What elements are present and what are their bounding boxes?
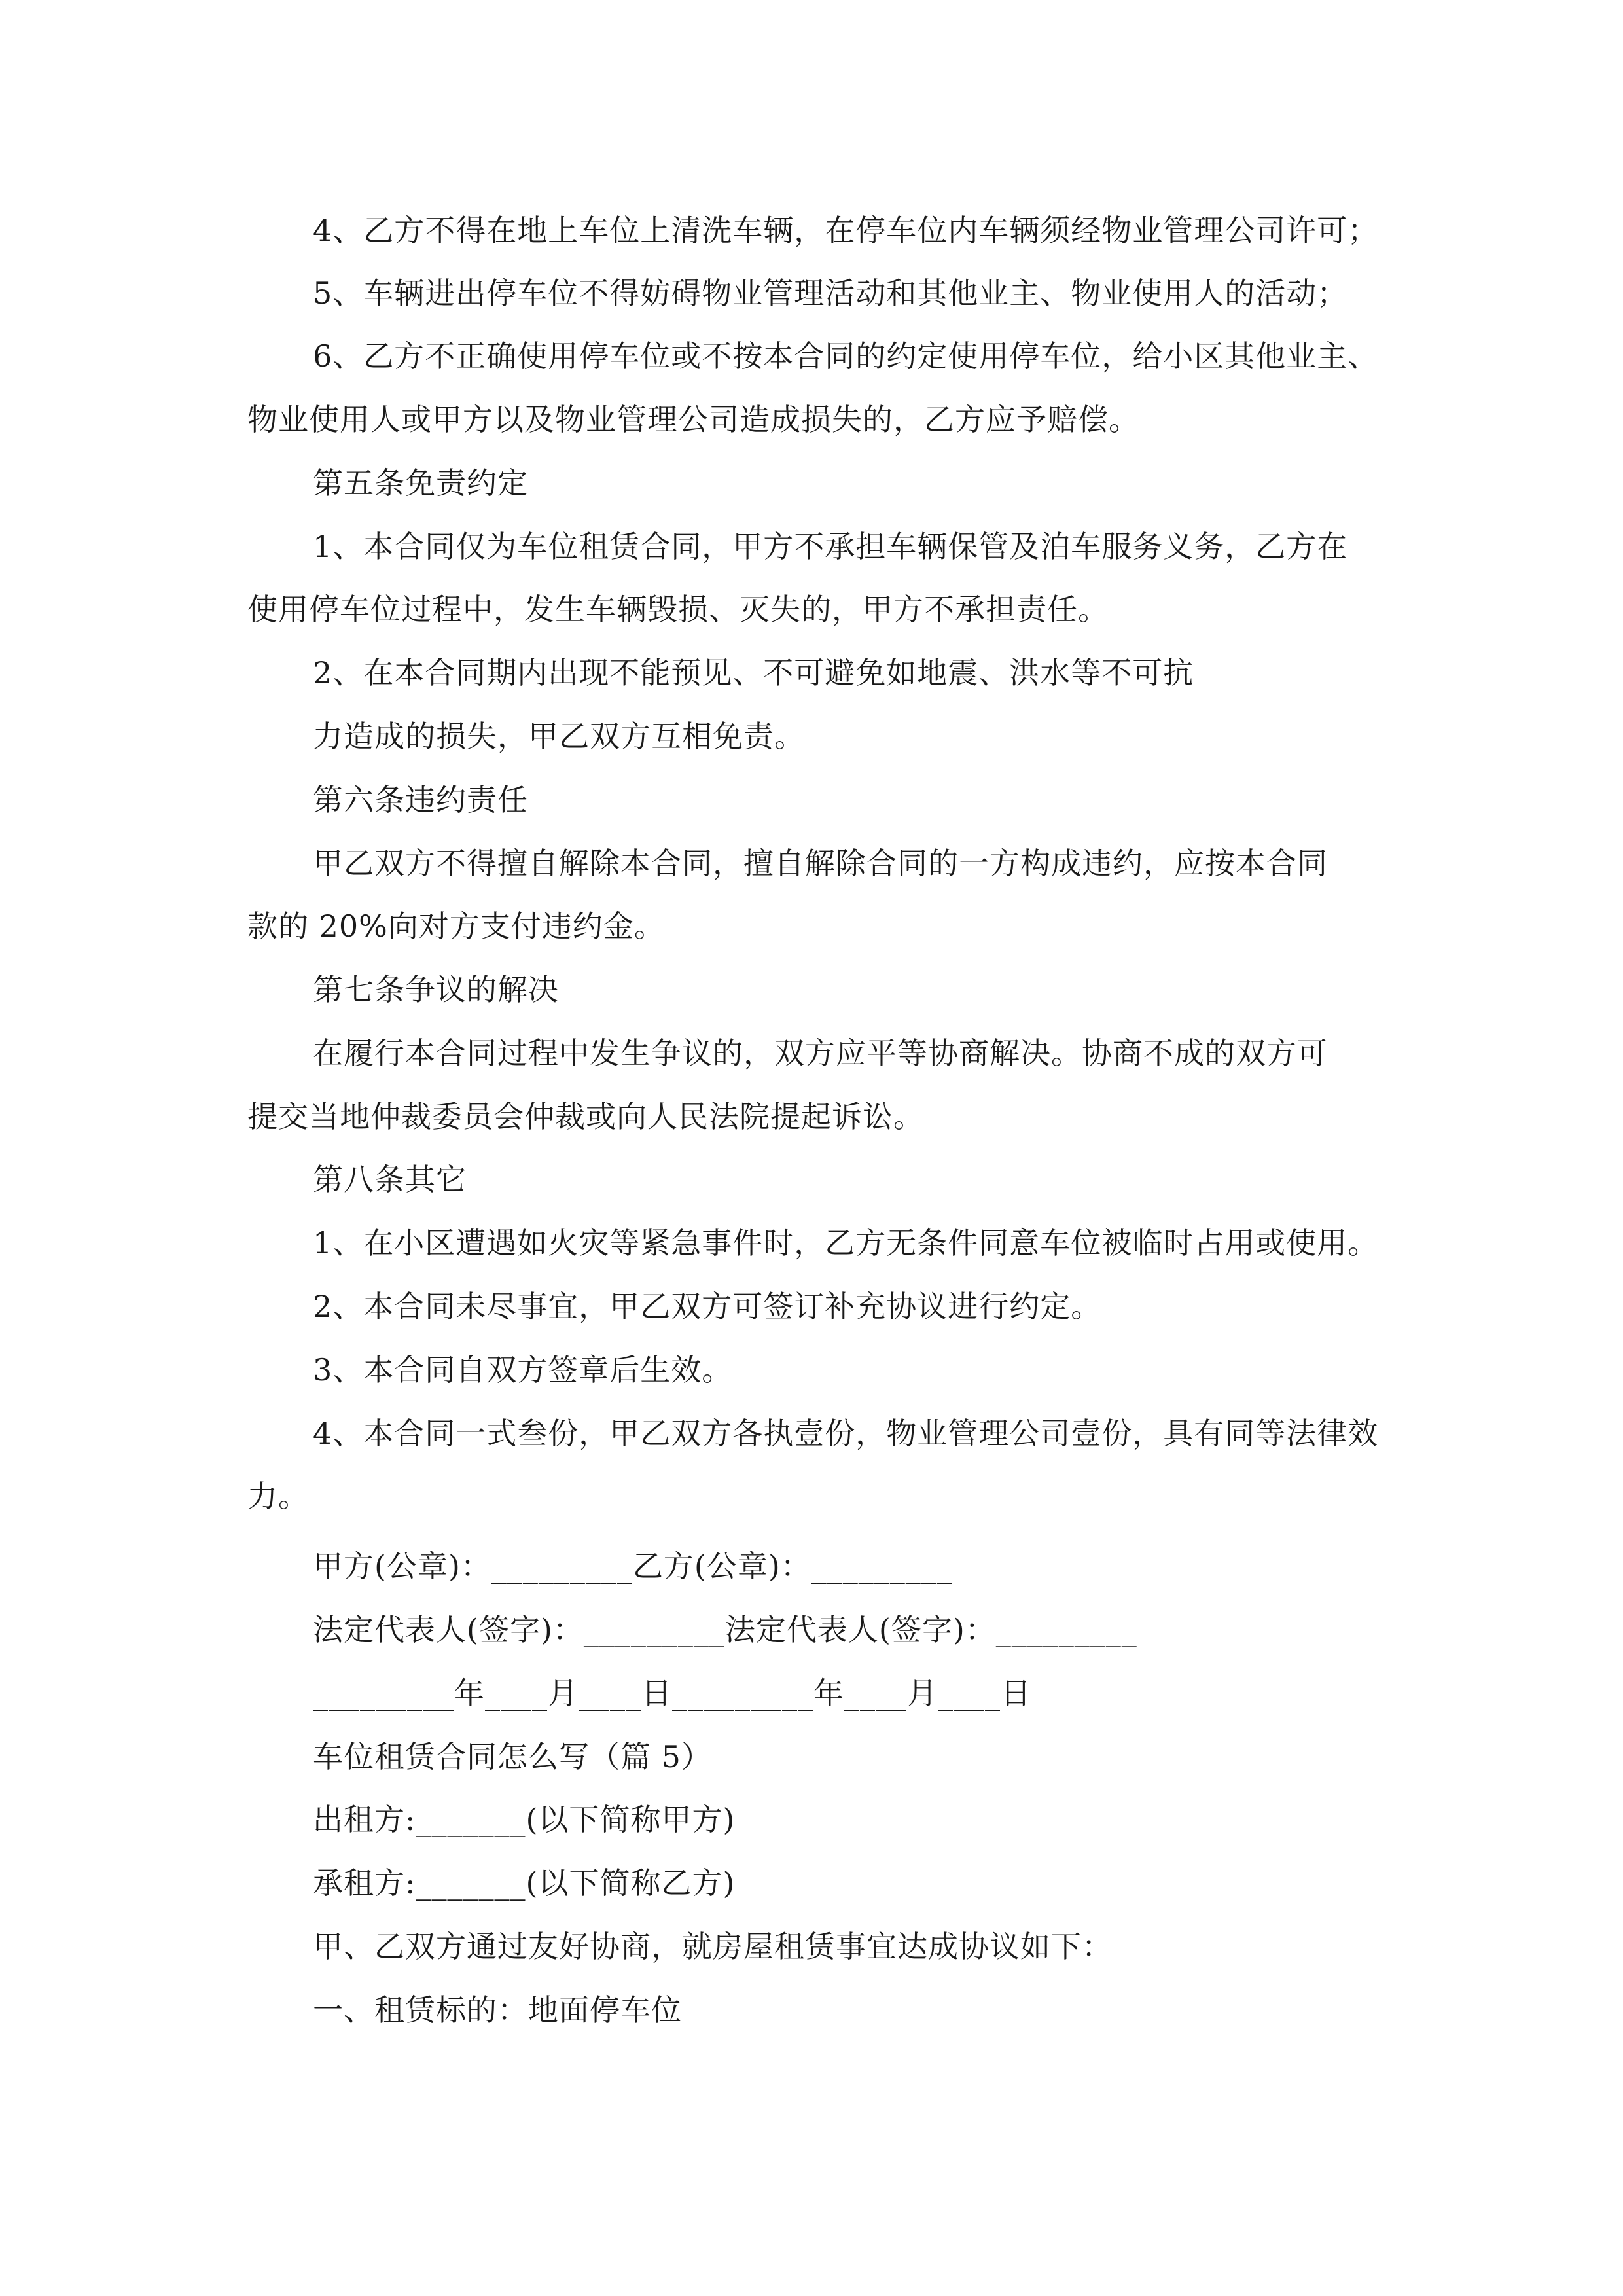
text-line: 物业使用人或甲方以及物业管理公司造成损失的，乙方应予赔偿。 — [247, 402, 1139, 437]
text-line: 2、本合同未尽事宜，甲乙双方可签订补充协议进行约定。 — [313, 1289, 1102, 1324]
signature-line: 法定代表人(签字)：_________法定代表人(签字)：_________ — [313, 1612, 1137, 1647]
text-line: 力造成的损失，甲乙双方互相免责。 — [313, 719, 805, 754]
text-line: 2、在本合同期内出现不能预见、不可避免如地震、洪水等不可抗 — [313, 655, 1194, 691]
text-line: 4、乙方不得在地上车位上清洗车辆，在停车位内车辆须经物业管理公司许可； — [313, 213, 1379, 248]
text-line: 出租方:_______(以下简称甲方) — [313, 1802, 736, 1837]
text-line: 1、在小区遭遇如火灾等紧急事件时，乙方无条件同意车位被临时占用或使用。 — [313, 1225, 1379, 1261]
text-line: 提交当地仲裁委员会仲裁或向人民法院提起诉讼。 — [247, 1099, 924, 1134]
text-line: 3、本合同自双方签章后生效。 — [313, 1352, 733, 1388]
text-line: 甲、乙双方通过友好协商，就房屋租赁事宜达成协议如下： — [313, 1929, 1113, 1964]
text-line: 1、本合同仅为车位租赁合同，甲方不承担车辆保管及泊车服务义务，乙方在 — [313, 529, 1348, 564]
text-line: 5、车辆进出停车位不得妨碍物业管理活动和其他业主、物业使用人的活动； — [313, 276, 1348, 311]
text-line: 款的 20%向对方支付违约金。 — [247, 908, 665, 944]
text-line: 使用停车位过程中，发生车辆毁损、灭失的，甲方不承担责任。 — [247, 592, 1109, 627]
text-line: 甲乙双方不得擅自解除本合同，擅自解除合同的一方构成违约，应按本合同 — [313, 846, 1328, 881]
signature-line: 甲方(公章)：_________乙方(公章)：_________ — [313, 1549, 953, 1584]
text-line: 力。 — [247, 1479, 309, 1514]
text-line: 4、本合同一式叁份，甲乙双方各执壹份，物业管理公司壹份，具有同等法律效 — [313, 1416, 1379, 1451]
section-heading: 第七条争议的解决 — [313, 972, 559, 1007]
section-heading: 第六条违约责任 — [313, 782, 528, 817]
text-line: 承租方:_______(以下简称乙方) — [313, 1865, 736, 1901]
section-heading: 第五条免责约定 — [313, 465, 528, 501]
section-heading: 车位租赁合同怎么写（篇 5） — [313, 1739, 712, 1774]
section-heading: 第八条其它 — [313, 1162, 467, 1197]
text-line: 在履行本合同过程中发生争议的，双方应平等协商解决。协商不成的双方可 — [313, 1035, 1328, 1071]
text-line: 6、乙方不正确使用停车位或不按本合同的约定使用停车位，给小区其他业主、 — [313, 338, 1379, 374]
text-line: 一、租赁标的：地面停车位 — [313, 1992, 682, 2028]
date-line: _________年____月____日_________年____月____日 — [313, 1676, 1031, 1711]
